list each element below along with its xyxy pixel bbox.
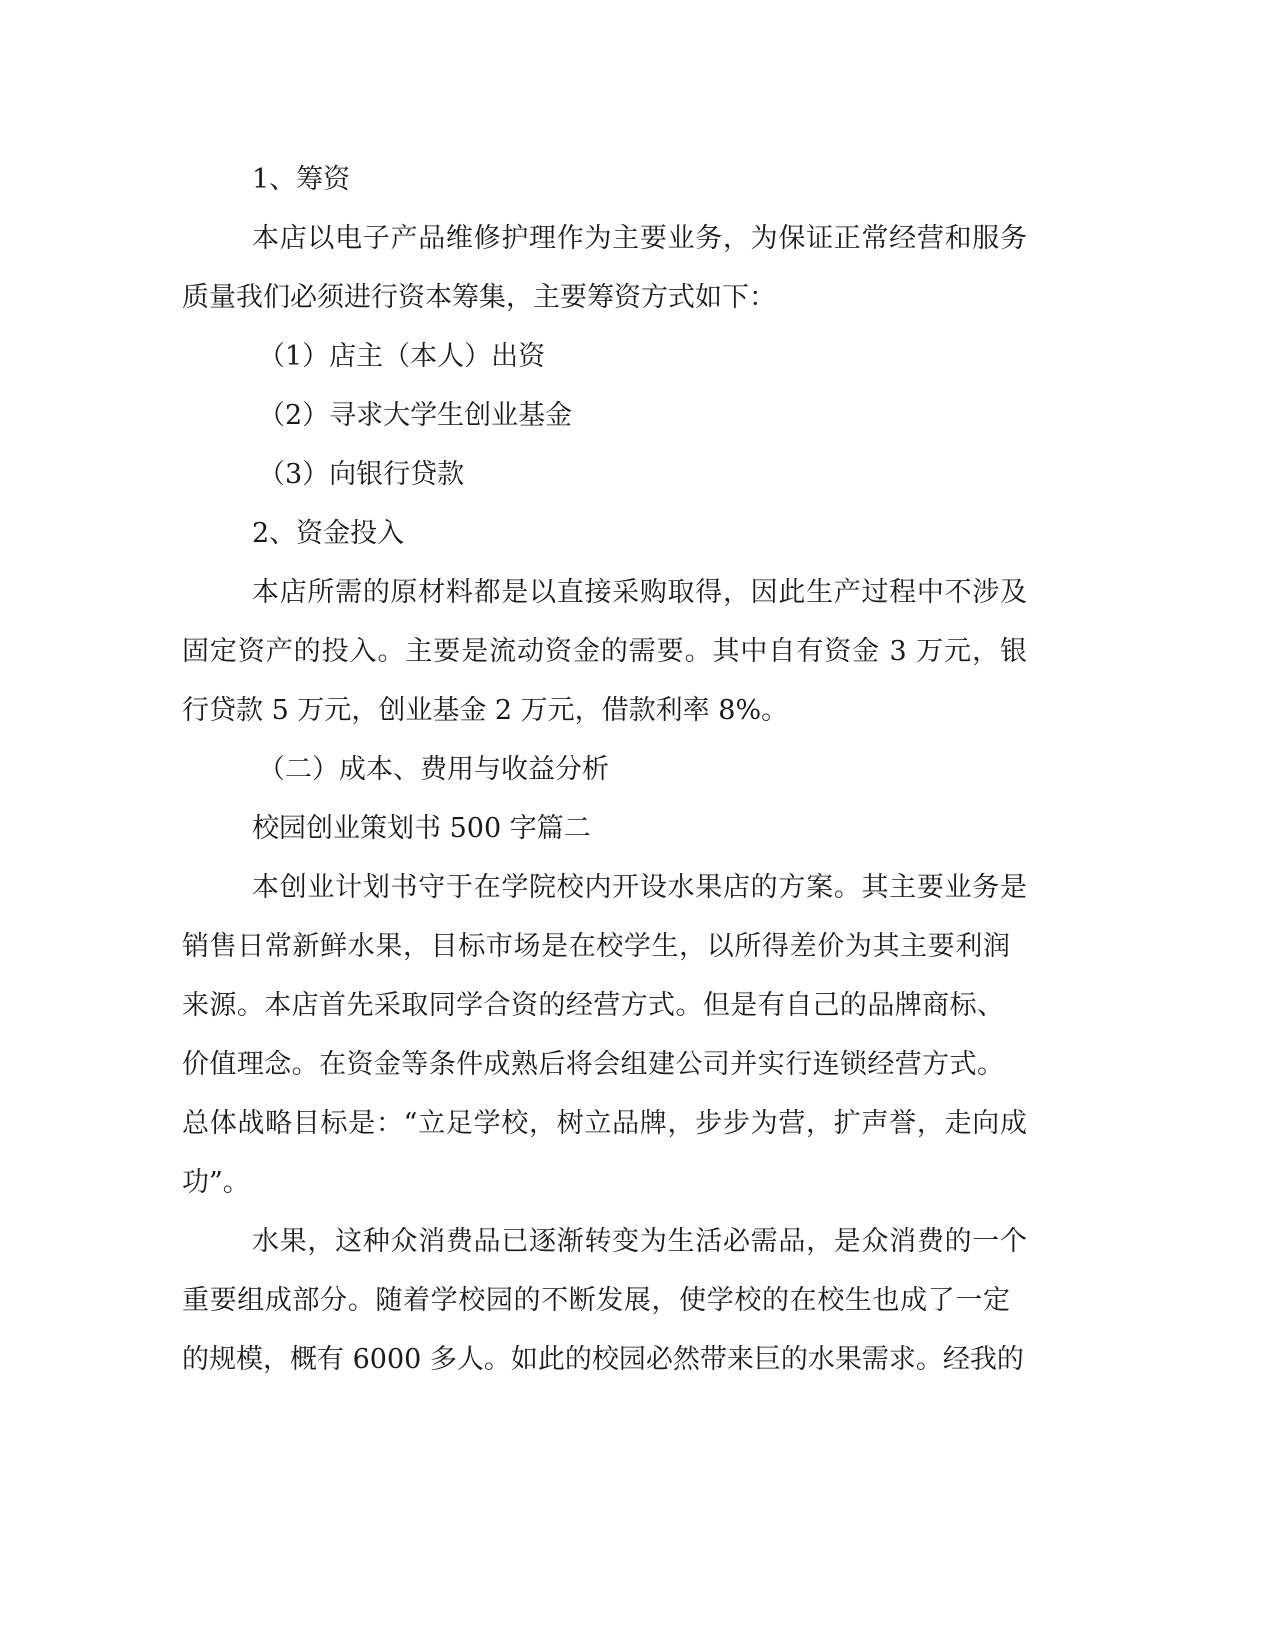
paragraph-line: 销售日常新鲜水果，目标市场是在校学生，以所得差价为其主要利润 (182, 931, 1010, 962)
section-heading-cost-analysis: （二）成本、费用与收益分析 (258, 754, 609, 785)
paragraph-line: 固定资产的投入。主要是流动资金的需要。其中自有资金 3 万元，银 (182, 636, 1027, 667)
paragraph-line: 功”。 (182, 1167, 250, 1198)
paragraph-line: 价值理念。在资金等条件成熟后将会组建公司并实行连锁经营方式。 (182, 1049, 1004, 1080)
paragraph-line: 重要组成部分。随着学校园的不断发展，使学校的在校生也成了一定 (182, 1285, 1010, 1316)
section-heading-part-two: 校园创业策划书 500 字篇二 (252, 813, 591, 844)
list-item: （1）店主（本人）出资 (258, 341, 546, 372)
paragraph-line: 的规模，概有 6000 多人。如此的校园必然带来巨的水果需求。经我的 (182, 1344, 1024, 1375)
paragraph-line: 水果，这种众消费品已逐渐转变为生活必需品，是众消费的一个 (252, 1226, 1027, 1257)
paragraph-line: 行贷款 5 万元，创业基金 2 万元，借款利率 8%。 (182, 695, 789, 726)
section-heading-fundraising: 1、筹资 (252, 164, 351, 195)
paragraph-line: 质量我们必须进行资本筹集，主要筹资方式如下： (182, 282, 776, 313)
paragraph-line: 总体战略目标是：“立足学校，树立品牌，步步为营，扩声誉，走向成 (182, 1108, 1027, 1139)
paragraph-line: 本店以电子产品维修护理作为主要业务，为保证正常经营和服务 (252, 223, 1027, 254)
list-item: （2）寻求大学生创业基金 (258, 400, 573, 431)
section-heading-investment: 2、资金投入 (252, 518, 405, 549)
paragraph-line: 来源。本店首先采取同学合资的经营方式。但是有自己的品牌商标、 (182, 990, 1004, 1021)
paragraph-line: 本创业计划书守于在学院校内开设水果店的方案。其主要业务是 (252, 872, 1027, 903)
list-item: （3）向银行贷款 (258, 459, 465, 490)
paragraph-line: 本店所需的原材料都是以直接采购取得，因此生产过程中不涉及 (252, 577, 1027, 608)
